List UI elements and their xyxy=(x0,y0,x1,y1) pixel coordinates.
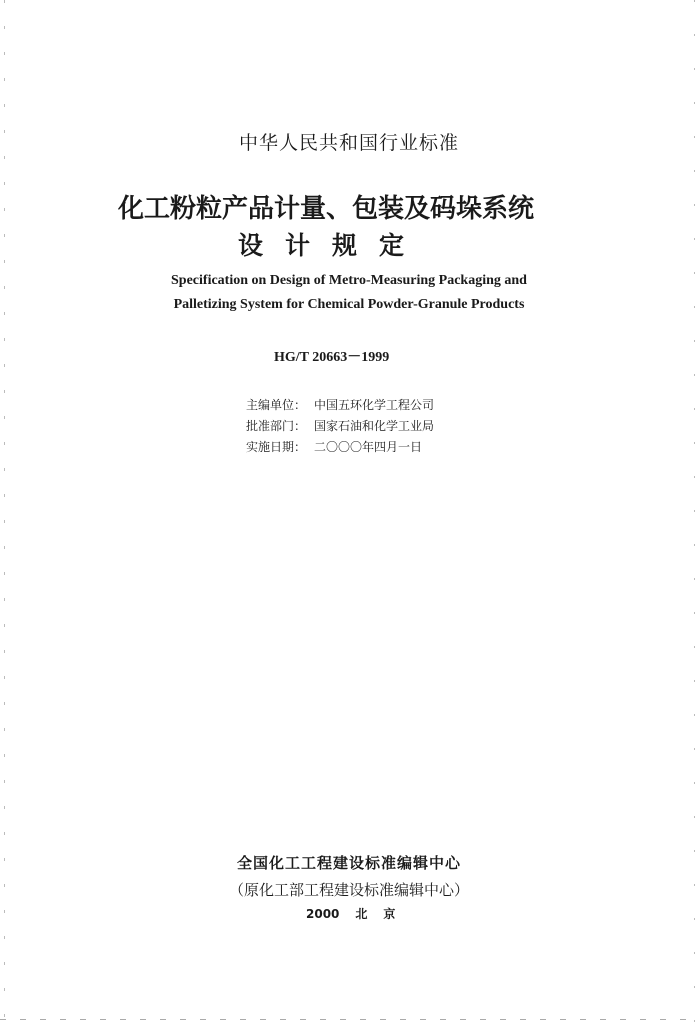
title-en-line2: Palletizing System for Chemical Powder-Granule Products xyxy=(173,297,525,312)
publisher-former-name: （原化工部工程建设标准编辑中心） xyxy=(228,881,469,899)
publisher-name: 全国化工工程建设标准编辑中心 xyxy=(236,854,461,872)
meta-label: 批准部门： xyxy=(246,419,307,433)
publication-place xyxy=(306,905,426,922)
scan-edge-bottom xyxy=(0,1019,698,1020)
meta-label: 实施日期： xyxy=(246,440,307,454)
standard-category: 中华人民共和国行业标准 xyxy=(238,132,459,154)
meta-approver xyxy=(246,417,434,434)
standard-code: HG/T 20663－1999 xyxy=(274,350,390,365)
publication-year: 2000 xyxy=(306,907,340,921)
meta-value: 中国五环化学工程公司 xyxy=(314,398,435,412)
title-en-line1: Specification on Design of Metro-Measuring Packaging and xyxy=(171,273,527,288)
publication-city-char1: 北 xyxy=(355,907,368,921)
meta-value: 二〇〇〇年四月一日 xyxy=(314,440,423,454)
meta-label: 主编单位： xyxy=(246,398,307,412)
title-cn-line2: 设计规定 xyxy=(238,231,427,260)
publication-city-char2: 京 xyxy=(383,907,396,921)
title-cn-line1: 化工粉粒产品计量、包装及码垛系统 xyxy=(118,194,535,224)
meta-effective-date xyxy=(246,438,422,455)
meta-chief-editor xyxy=(246,396,434,413)
meta-value: 国家石油和化学工业局 xyxy=(314,419,435,433)
